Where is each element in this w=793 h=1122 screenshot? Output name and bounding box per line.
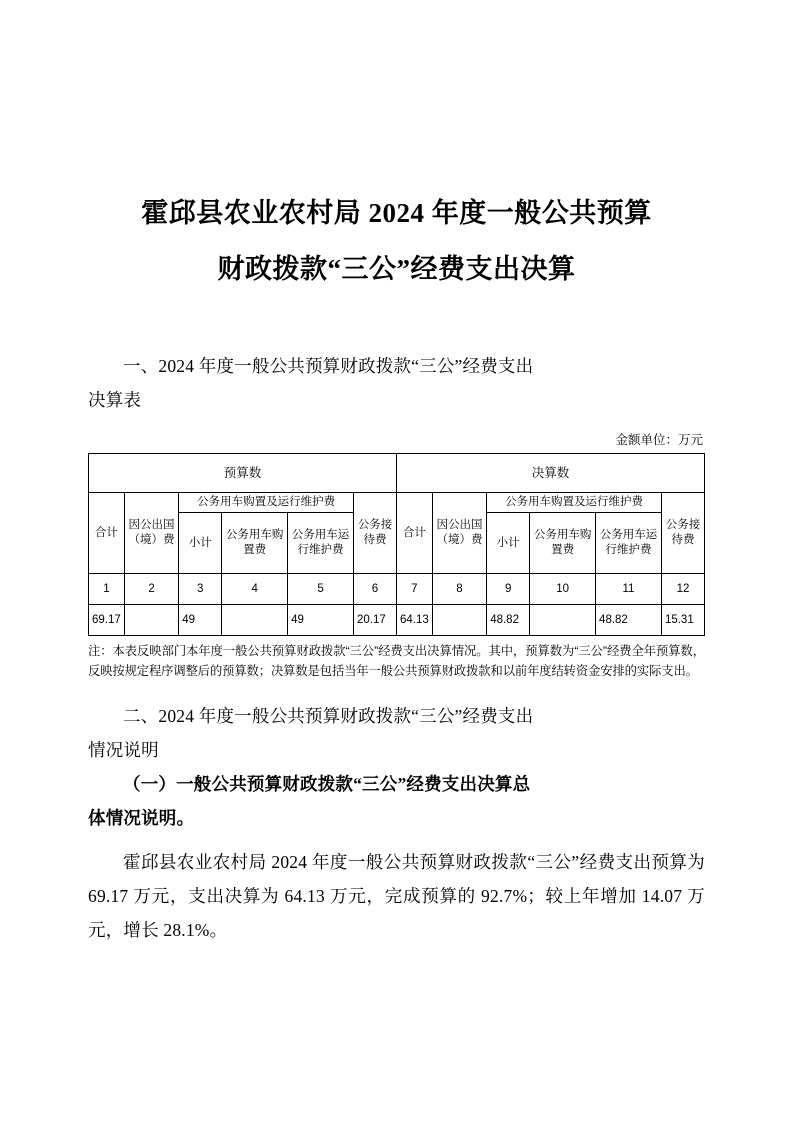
table-column-number-row bbox=[89, 574, 705, 605]
column-number: 2 bbox=[124, 574, 178, 605]
section-2-sub-heading-line-1: （一）一般公共预算财政拨款“三公”经费支出决算总 bbox=[123, 774, 531, 794]
column-number: 6 bbox=[353, 574, 396, 605]
table-note: 注：本表反映部门本年度一般公共预算财政拨款“三公”经费支出决算情况。其中，预算数为“三公”经费全年预算数，反映按规定程序调整后的预算数；决算数是包括当年一般公共预算财政拨款和以前年度结转资金安排的实际支出。 bbox=[88, 644, 705, 678]
header-subtotal-final: 小计 bbox=[487, 513, 530, 574]
page-title-line-1: 霍邱县农业农村局 2024 年度一般公共预算 bbox=[141, 198, 652, 228]
table-cell-value bbox=[124, 605, 178, 636]
column-number: 1 bbox=[89, 574, 125, 605]
table-cell-value: 15.31 bbox=[661, 605, 704, 636]
header-vehicle-group-budget: 公务用车购置及运行维护费 bbox=[179, 493, 354, 513]
header-vehicle-maintain-budget: 公务用车运行维护费 bbox=[288, 513, 354, 574]
section-2-heading-line-1: 二、2024 年度一般公共预算财政拨款“三公”经费支出 bbox=[123, 706, 534, 726]
header-abroad-final: 因公出国（境）费 bbox=[432, 493, 486, 574]
page-title bbox=[88, 185, 705, 297]
section-2-body-paragraph: 霍邱县农业农村局 2024 年度一般公共预算财政拨款“三公”经费支出预算为 69.17 万元，支出决算为 64.13 万元，完成预算的 92.7%；较上年增加 14.07 万元，增长 28.1%。 bbox=[88, 852, 705, 940]
column-number: 7 bbox=[396, 574, 432, 605]
section-2-sub-heading-line-2: 体情况说明。 bbox=[88, 808, 195, 828]
column-number: 12 bbox=[661, 574, 704, 605]
header-vehicle-purchase-final: 公务用车购置费 bbox=[530, 513, 596, 574]
header-vehicle-purchase-budget: 公务用车购置费 bbox=[222, 513, 288, 574]
table-cell-value: 48.82 bbox=[487, 605, 530, 636]
header-abroad-budget: 因公出国（境）费 bbox=[124, 493, 178, 574]
header-vehicle-group-final: 公务用车购置及运行维护费 bbox=[487, 493, 662, 513]
header-vehicle-maintain-final: 公务用车运行维护费 bbox=[596, 513, 662, 574]
table-subgroup-row bbox=[89, 493, 705, 513]
table-cell-value: 49 bbox=[179, 605, 222, 636]
section-1-heading-line-1: 一、2024 年度一般公共预算财政拨款“三公”经费支出 bbox=[123, 356, 534, 376]
group-header-final: 决算数 bbox=[396, 454, 704, 493]
page-title-line-2: 财政拨款“三公”经费支出决算 bbox=[217, 254, 576, 284]
table-group-row bbox=[89, 454, 705, 493]
table-cell-value: 49 bbox=[288, 605, 354, 636]
column-number: 11 bbox=[596, 574, 662, 605]
column-number: 10 bbox=[530, 574, 596, 605]
three-public-expenditure-table bbox=[88, 453, 705, 636]
table-cell-value bbox=[432, 605, 486, 636]
column-number: 8 bbox=[432, 574, 486, 605]
table-cell-value: 20.17 bbox=[353, 605, 396, 636]
header-subtotal-budget: 小计 bbox=[179, 513, 222, 574]
table-cell-value: 64.13 bbox=[396, 605, 432, 636]
header-reception-final: 公务接待费 bbox=[661, 493, 704, 574]
amount-unit-label: 金额单位：万元 bbox=[615, 433, 703, 447]
table-cell-value: 48.82 bbox=[596, 605, 662, 636]
column-number: 3 bbox=[179, 574, 222, 605]
column-number: 9 bbox=[487, 574, 530, 605]
table-cell-value bbox=[222, 605, 288, 636]
table-cell-value bbox=[530, 605, 596, 636]
column-number: 4 bbox=[222, 574, 288, 605]
table-cell-value: 69.17 bbox=[89, 605, 125, 636]
column-number: 5 bbox=[288, 574, 354, 605]
section-1-heading-line-2: 决算表 bbox=[88, 390, 142, 410]
section-2-heading-line-2: 情况说明 bbox=[88, 740, 159, 760]
header-total-final: 合计 bbox=[396, 493, 432, 574]
header-total-budget: 合计 bbox=[89, 493, 125, 574]
group-header-budget: 预算数 bbox=[89, 454, 397, 493]
header-reception-budget: 公务接待费 bbox=[353, 493, 396, 574]
table-row bbox=[89, 605, 705, 636]
